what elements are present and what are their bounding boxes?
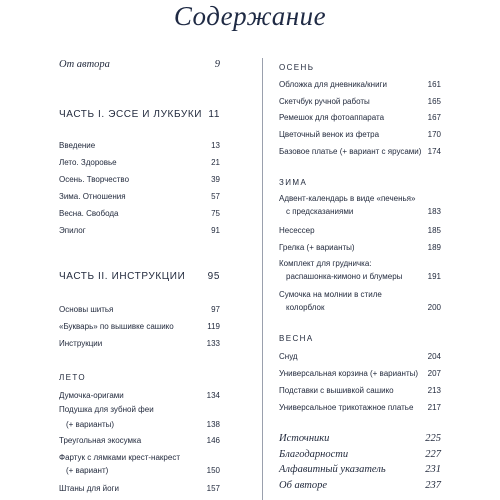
toc-entry-label-continued: (+ вариант) (66, 466, 109, 475)
toc-entry-page: 227 (425, 449, 441, 460)
toc-entry-label: Треугольная экосумка (59, 436, 142, 445)
toc-entry[interactable] (59, 391, 220, 401)
page-title: Содержание (173, 1, 327, 31)
toc-entry-label: Источники (279, 433, 330, 444)
toc-entry[interactable] (59, 305, 220, 315)
toc-entry[interactable] (279, 147, 441, 157)
column-divider (262, 58, 263, 500)
toc-entry-acknowledgements[interactable] (279, 449, 441, 461)
toc-entry[interactable] (279, 194, 441, 217)
toc-entry-label: Скетчбук ручной работы (279, 97, 370, 106)
toc-entry-label: Зима. Отношения (59, 192, 126, 201)
toc-entry[interactable] (59, 436, 220, 446)
toc-entry-page: 231 (425, 464, 441, 475)
toc-entry-page: 13 (211, 141, 220, 150)
toc-entry-page: 138 (206, 420, 220, 429)
toc-entry-page: 150 (206, 466, 220, 475)
toc-entry[interactable] (279, 290, 441, 313)
toc-entry[interactable] (59, 158, 220, 168)
toc-entry-label: Благодарности (279, 449, 349, 460)
toc-entry[interactable] (279, 369, 441, 379)
toc-entry-page: 207 (427, 369, 441, 378)
toc-entry-label: Осень. Творчество (59, 175, 130, 184)
toc-entry-label: Несессер (279, 226, 315, 235)
toc-entry-label: Весна. Свобода (59, 209, 119, 218)
toc-entry-page: 167 (427, 113, 441, 122)
toc-entry-label: Универсальное трикотажное платье (279, 403, 414, 412)
toc-entry-label: Универсальная корзина (+ варианты) (279, 369, 419, 378)
toc-entry-label: Фартук с лямками крест-накрест (59, 453, 180, 462)
toc-entry[interactable] (279, 130, 441, 140)
toc-entry-page: 165 (427, 97, 441, 106)
toc-entry-page: 204 (427, 352, 441, 361)
toc-entry-label: Комплект для грудничка: (279, 259, 372, 268)
toc-entry-label: Лето. Здоровье (59, 158, 117, 167)
toc-entry-sources[interactable] (279, 433, 441, 445)
toc-entry-label-continued: с предсказаниями (286, 207, 354, 216)
toc-entry[interactable] (59, 339, 220, 349)
toc-entry-label-continued: колорблок (286, 303, 325, 312)
section-heading-spring: ВЕСНА (279, 334, 314, 343)
toc-entry-label: Ремешок для фотоаппарата (279, 113, 385, 122)
toc-entry-label: Базовое платье (+ вариант с ярусами) (279, 147, 422, 156)
toc-entry[interactable] (59, 484, 220, 494)
toc-entry-index[interactable] (279, 464, 441, 476)
toc-entry-label: Грелка (+ варианты) (279, 243, 355, 252)
toc-entry-page: 146 (206, 436, 220, 445)
toc-entry[interactable] (279, 403, 441, 413)
toc-entry-page: 213 (427, 386, 441, 395)
toc-entry-page: 185 (427, 226, 441, 235)
toc-entry[interactable] (59, 453, 220, 476)
toc-entry[interactable] (279, 352, 441, 362)
toc-entry-page: 189 (427, 243, 441, 252)
toc-entry-page: 21 (211, 158, 220, 167)
toc-entry-page: 170 (427, 130, 441, 139)
toc-entry-page: 183 (427, 207, 441, 216)
toc-entry[interactable] (59, 209, 220, 219)
toc-entry-label: Введение (59, 141, 96, 150)
toc-entry[interactable] (279, 243, 441, 253)
toc-entry-label: Цветочный венок из фетра (279, 130, 380, 139)
toc-entry[interactable] (59, 226, 220, 236)
toc-entry-page: 91 (211, 226, 220, 235)
toc-entry-label-continued: распашонка-кимоно и блумеры (286, 272, 403, 281)
toc-entry-page: 161 (427, 80, 441, 89)
toc-part-2[interactable] (59, 271, 220, 283)
toc-part-page: 95 (207, 271, 220, 282)
toc-entry-from-author[interactable] (59, 59, 220, 71)
toc-entry-label: Снуд (279, 352, 298, 361)
toc-entry-page: 174 (427, 147, 441, 156)
toc-entry-label: От автора (59, 59, 110, 70)
toc-entry-label: Подушка для зубной феи (59, 405, 154, 414)
toc-entry-page: 57 (211, 192, 220, 201)
toc-entry-page: 217 (427, 403, 441, 412)
toc-entry-label: Основы шитья (59, 305, 114, 314)
toc-entry-label: Штаны для йоги (59, 484, 119, 493)
toc-entry-page: 9 (214, 59, 220, 70)
toc-entry[interactable] (59, 141, 220, 151)
toc-entry-label: Подставки с вышивкой сашико (279, 386, 394, 395)
toc-entry-page: 191 (427, 272, 441, 281)
toc-entry-label-continued: (+ варианты) (66, 420, 115, 429)
toc-entry-label: Инструкции (59, 339, 103, 348)
section-heading-summer: ЛЕТО (59, 373, 86, 382)
toc-entry-label: Сумочка на молнии в стиле (279, 290, 382, 299)
toc-entry-page: 200 (427, 303, 441, 312)
toc-entry-label: Алфавитный указатель (279, 464, 386, 475)
toc-entry-label: Обложка для дневника/книги (279, 80, 387, 89)
toc-entry[interactable] (279, 259, 441, 282)
toc-entry[interactable] (279, 97, 441, 107)
section-heading-winter: ЗИМА (279, 178, 308, 187)
toc-entry-page: 157 (206, 484, 220, 493)
toc-entry-label: Думочка-оригами (59, 391, 124, 400)
toc-entry[interactable] (279, 386, 441, 396)
toc-part-1[interactable] (59, 109, 220, 121)
toc-entry-label: Об авторе (279, 480, 328, 491)
toc-entry[interactable] (279, 113, 441, 123)
toc-entry-page: 237 (425, 480, 441, 491)
toc-entry[interactable] (59, 322, 220, 332)
toc-entry-about-author[interactable] (279, 480, 441, 492)
toc-entry[interactable] (59, 405, 220, 430)
toc-entry-label: «Букварь» по вышивке сашико (59, 322, 174, 331)
toc-entry[interactable] (279, 80, 441, 90)
toc-entry-label: Эпилог (59, 226, 86, 235)
toc-part-label: ЧАСТЬ I. ЭССЕ И ЛУКБУКИ (59, 109, 203, 120)
toc-entry[interactable] (279, 226, 441, 236)
toc-part-page: 11 (208, 109, 220, 120)
toc-entry[interactable] (59, 192, 220, 202)
toc-entry-page: 97 (211, 305, 220, 314)
toc-entry-page: 133 (206, 339, 220, 348)
toc-entry-label: Адвент-календарь в виде «печенья» (279, 194, 416, 203)
toc-entry-page: 134 (206, 391, 220, 400)
toc-entry-page: 225 (425, 433, 441, 444)
toc-entry[interactable] (59, 175, 220, 185)
toc-part-label: ЧАСТЬ II. ИНСТРУКЦИИ (59, 271, 186, 282)
section-heading-autumn: ОСЕНЬ (279, 63, 315, 72)
toc-entry-page: 119 (207, 322, 220, 331)
toc-entry-page: 39 (211, 175, 220, 184)
toc-entry-page: 75 (211, 209, 220, 218)
